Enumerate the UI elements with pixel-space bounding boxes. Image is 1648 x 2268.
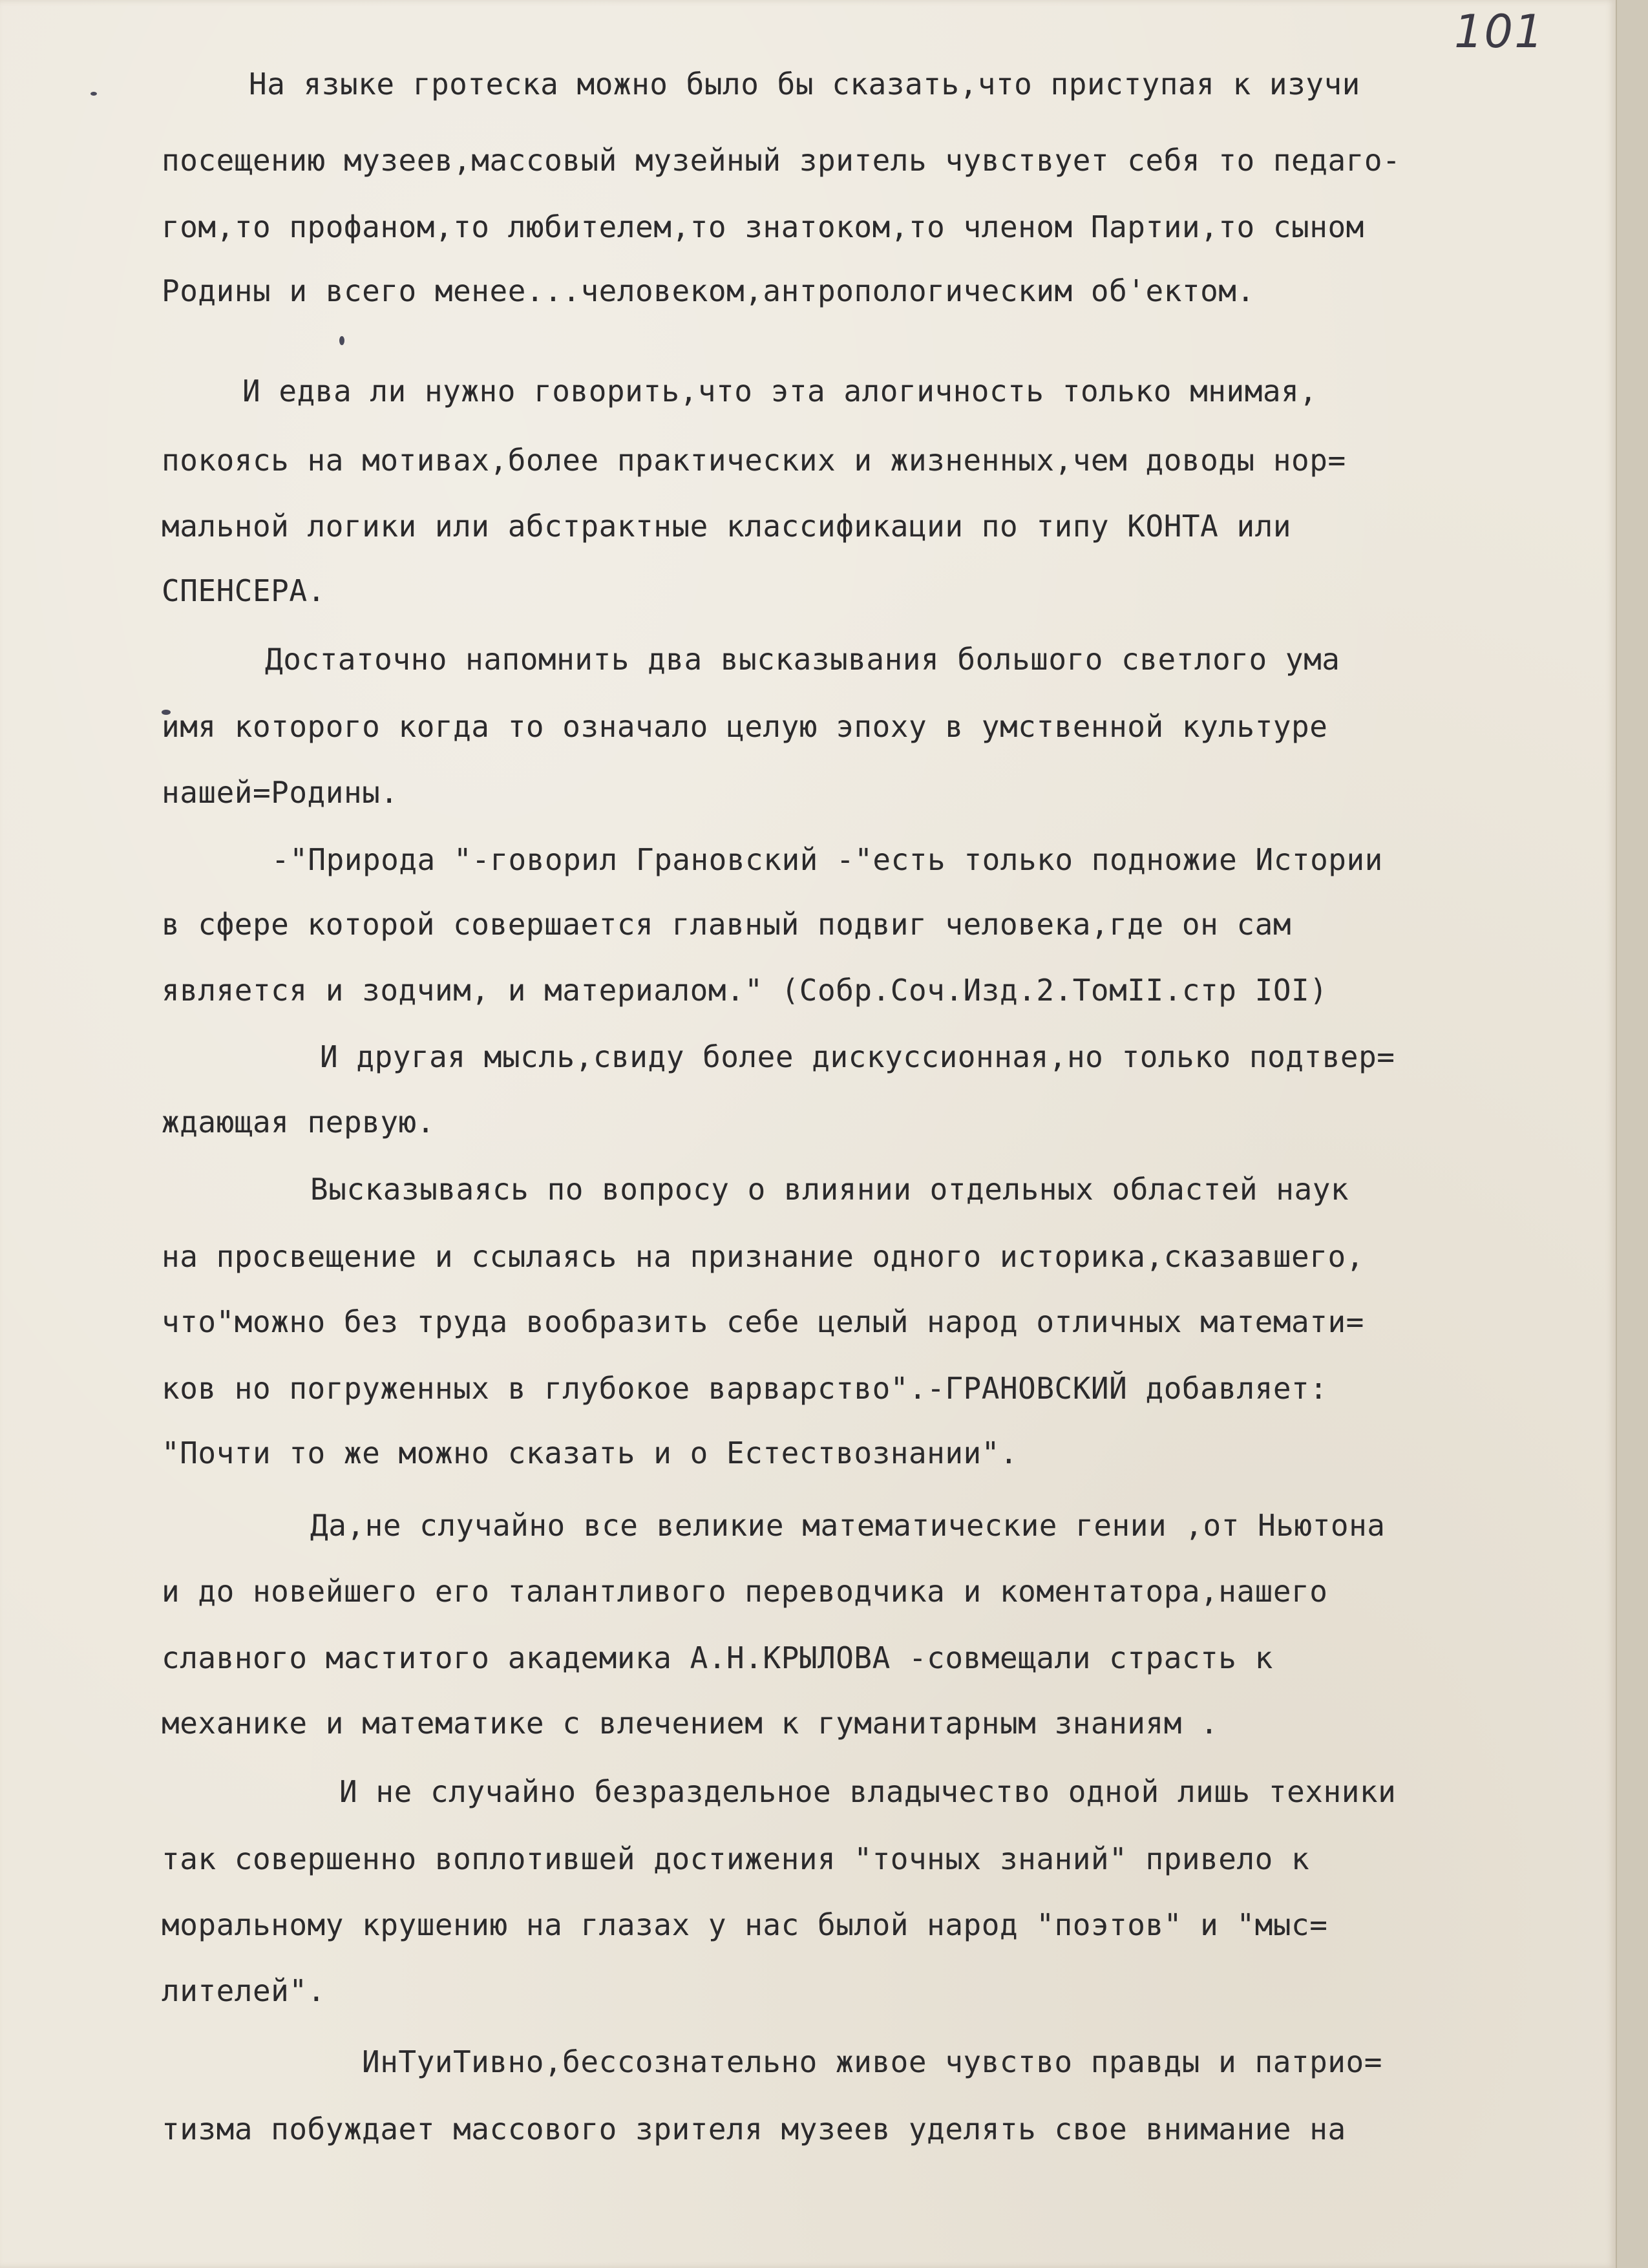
text-line: Да,не случайно все великие математические гении ,от Ньютона xyxy=(310,1508,1386,1543)
text-line: ИнТуиТивно,бессознательно живое чувство правды и патрио= xyxy=(362,2044,1382,2079)
text-line: И другая мысль,свиду более дискуссионная,но только подтвер= xyxy=(320,1039,1395,1074)
text-line: моральному крушению на глазах у нас былой народ "поэтов" и "мыс= xyxy=(162,1907,1328,1942)
ink-mark xyxy=(90,92,97,96)
text-line: -"Природа "-говорил Грановский -"есть только подножие Истории xyxy=(271,842,1383,877)
text-line: Достаточно напомнить два высказывания большого светлого ума xyxy=(265,642,1340,677)
text-line: лителей". xyxy=(162,1973,326,2008)
text-line: И не случайно безраздельное владычество одной лишь техники xyxy=(339,1774,1397,1809)
text-line: является и зодчим, и материалом." (Собр.Соч.Изд.2.ТомII.стр IOI) xyxy=(162,973,1328,1008)
text-line: И едва ли нужно говорить,что эта алогичность только мнимая, xyxy=(242,374,1318,408)
page-edge xyxy=(1616,0,1648,2268)
text-line: покоясь на мотивах,более практических и жизненных,чем доводы нор= xyxy=(162,443,1346,478)
text-line: Высказываясь по вопросу о влиянии отдельных областей наук xyxy=(310,1172,1349,1207)
text-line: славного маститого академика А.Н.КРЫЛОВА -совмещали страсть к xyxy=(162,1640,1273,1675)
ink-mark xyxy=(339,336,344,345)
text-line: На языке гротеска можно было бы сказать,что приступая к изучи xyxy=(249,67,1360,101)
text-line: что"можно без труда вообразить себе целый народ отличных математи= xyxy=(162,1304,1364,1339)
text-line: и до новейшего его талантливого переводчика и коментатора,нашего xyxy=(162,1574,1328,1609)
text-line: нашей=Родины. xyxy=(162,775,399,810)
text-line: гом,то профаном,то любителем,то знатоком,то членом Партии,то сыном xyxy=(162,209,1364,244)
text-line: механике и математике с влечением к гуманитарным знаниям . xyxy=(162,1706,1219,1741)
text-line: Родины и всего менее...человеком,антропологическим об'ектом. xyxy=(162,273,1255,308)
text-line: на просвещение и ссылаясь на признание одного историка,сказавшего, xyxy=(162,1239,1364,1274)
page-number: 101 xyxy=(1454,5,1545,58)
text-line: имя которого когда то означало целую эпоху в умственной культуре xyxy=(162,709,1328,744)
text-line: ков но погруженных в глубокое варварство".-ГРАНОВСКИЙ добавляет: xyxy=(162,1371,1328,1406)
text-line: в сфере которой совершается главный подвиг человека,где он сам xyxy=(162,907,1292,942)
text-line: так совершенно воплотившей достижения "точных знаний" привело к xyxy=(162,1841,1310,1876)
text-line: посещению музеев,массовый музейный зритель чувствует себя то педаго- xyxy=(162,143,1401,178)
text-line: тизма побуждает массового зрителя музеев уделять свое внимание на xyxy=(162,2112,1346,2146)
text-line: ждающая первую. xyxy=(162,1105,435,1139)
text-line: СПЕНСЕРА. xyxy=(162,573,326,608)
text-line: "Почти то же можно сказать и о Естествознании". xyxy=(162,1436,1019,1470)
text-line: мальной логики или абстрактные классификации по типу КОНТА или xyxy=(162,509,1292,544)
